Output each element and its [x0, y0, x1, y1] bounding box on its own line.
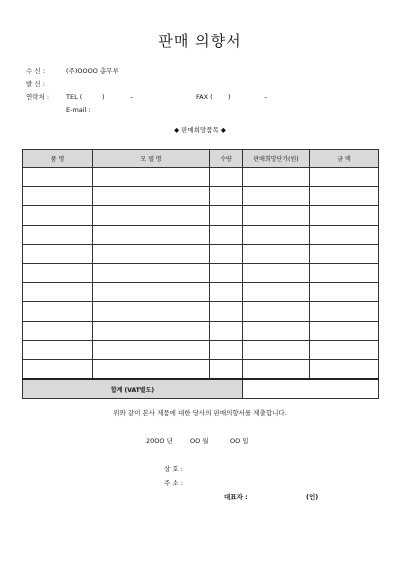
- column-header-item: 품 명: [23, 150, 93, 168]
- recipient-label: 수 신 :: [26, 67, 45, 75]
- unit-price-cell[interactable]: [243, 283, 310, 302]
- model-cell[interactable]: [93, 302, 210, 321]
- total-value[interactable]: [243, 379, 379, 399]
- table-row: [23, 225, 379, 244]
- model-cell[interactable]: [93, 321, 210, 340]
- amount-cell[interactable]: [310, 168, 379, 187]
- item-cell[interactable]: [23, 263, 93, 282]
- fax-dash: –: [264, 93, 268, 101]
- date-month: OO 월: [190, 437, 209, 445]
- date-year: 20OO 년: [146, 437, 173, 445]
- quantity-cell[interactable]: [210, 168, 243, 187]
- unit-price-cell[interactable]: [243, 340, 310, 359]
- column-header-model: 모 델 명: [93, 150, 210, 168]
- item-cell[interactable]: [23, 244, 93, 263]
- unit-price-cell[interactable]: [243, 206, 310, 225]
- item-cell[interactable]: [23, 168, 93, 187]
- quantity-cell[interactable]: [210, 225, 243, 244]
- quantity-cell[interactable]: [210, 187, 243, 206]
- item-cell[interactable]: [23, 321, 93, 340]
- amount-cell[interactable]: [310, 225, 379, 244]
- fax-label: FAX (: [196, 93, 213, 101]
- model-cell[interactable]: [93, 340, 210, 359]
- total-row: [23, 379, 379, 399]
- item-cell[interactable]: [23, 359, 93, 379]
- quantity-cell[interactable]: [210, 263, 243, 282]
- table-row: [23, 168, 379, 187]
- tel-paren-close: ): [102, 93, 105, 101]
- section-title: ◆ 판매희망품목 ◆: [174, 126, 226, 134]
- column-header-amount: 금 액: [310, 150, 379, 168]
- item-cell[interactable]: [23, 340, 93, 359]
- table-row: [23, 302, 379, 321]
- table-row: [23, 187, 379, 206]
- unit-price-cell[interactable]: [243, 244, 310, 263]
- representative-label: 대표자 :: [224, 493, 248, 501]
- model-cell[interactable]: [93, 263, 210, 282]
- amount-cell[interactable]: [310, 283, 379, 302]
- table-header-row: [23, 150, 379, 168]
- unit-price-cell[interactable]: [243, 263, 310, 282]
- document-title: 판매 의향서: [158, 32, 242, 50]
- quantity-cell[interactable]: [210, 340, 243, 359]
- company-label: 상 호 :: [164, 465, 183, 473]
- contact-label: 연락처 :: [26, 93, 50, 101]
- recipient-value: (주)OOOO 총무부: [66, 67, 119, 75]
- quantity-cell[interactable]: [210, 321, 243, 340]
- table-row: [23, 321, 379, 340]
- fax-paren-close: ): [228, 93, 231, 101]
- unit-price-cell[interactable]: [243, 168, 310, 187]
- address-label: 주 소 :: [164, 479, 183, 487]
- quantity-cell[interactable]: [210, 359, 243, 379]
- amount-cell[interactable]: [310, 206, 379, 225]
- model-cell[interactable]: [93, 225, 210, 244]
- quantity-cell[interactable]: [210, 302, 243, 321]
- items-table: [22, 149, 379, 399]
- table-row: [23, 206, 379, 225]
- email-label: E-mail :: [66, 106, 91, 114]
- quantity-cell[interactable]: [210, 244, 243, 263]
- column-header-quantity: 수량: [210, 150, 243, 168]
- model-cell[interactable]: [93, 168, 210, 187]
- table-row: [23, 263, 379, 282]
- model-cell[interactable]: [93, 359, 210, 379]
- quantity-cell[interactable]: [210, 206, 243, 225]
- date-day: OO 일: [230, 437, 249, 445]
- total-label: 합계 (VAT별도): [23, 379, 243, 399]
- model-cell[interactable]: [93, 244, 210, 263]
- unit-price-cell[interactable]: [243, 187, 310, 206]
- quantity-cell[interactable]: [210, 283, 243, 302]
- amount-cell[interactable]: [310, 187, 379, 206]
- item-cell[interactable]: [23, 206, 93, 225]
- tel-label: TEL (: [66, 93, 83, 101]
- item-cell[interactable]: [23, 283, 93, 302]
- tel-dash: –: [130, 93, 134, 101]
- seal-mark: (인): [306, 493, 319, 501]
- unit-price-cell[interactable]: [243, 321, 310, 340]
- amount-cell[interactable]: [310, 263, 379, 282]
- table-row: [23, 340, 379, 359]
- table-row: [23, 283, 379, 302]
- statement-text: 위와 같이 본사 제품에 대한 당사의 판매의향서를 제출합니다.: [113, 409, 287, 417]
- item-cell[interactable]: [23, 187, 93, 206]
- item-cell[interactable]: [23, 302, 93, 321]
- item-cell[interactable]: [23, 225, 93, 244]
- column-header-unit-price: 판매희망단가(원): [243, 150, 310, 168]
- sender-label: 발 신 :: [26, 80, 45, 88]
- table-row: [23, 244, 379, 263]
- unit-price-cell[interactable]: [243, 302, 310, 321]
- unit-price-cell[interactable]: [243, 359, 310, 379]
- model-cell[interactable]: [93, 206, 210, 225]
- model-cell[interactable]: [93, 187, 210, 206]
- amount-cell[interactable]: [310, 340, 379, 359]
- table-row: [23, 359, 379, 379]
- model-cell[interactable]: [93, 283, 210, 302]
- amount-cell[interactable]: [310, 321, 379, 340]
- unit-price-cell[interactable]: [243, 225, 310, 244]
- amount-cell[interactable]: [310, 359, 379, 379]
- amount-cell[interactable]: [310, 244, 379, 263]
- amount-cell[interactable]: [310, 302, 379, 321]
